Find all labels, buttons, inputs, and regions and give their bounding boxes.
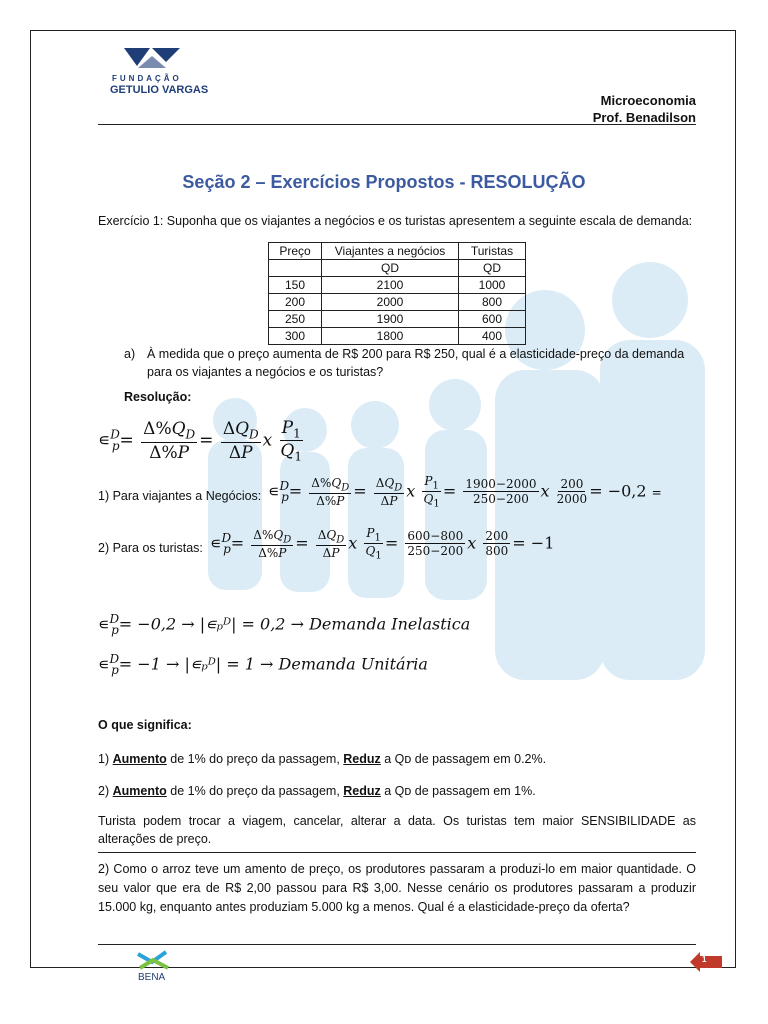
conclusion-2-text: = −1 → |∊ₚᴰ| = 1 → Demanda Unitária	[118, 654, 428, 674]
footer-divider	[98, 944, 696, 945]
fraction-denominator: 250−200	[473, 492, 529, 507]
table-subheader	[269, 260, 322, 277]
table-cell: 600	[459, 311, 526, 328]
fraction-numerator: 200	[560, 477, 584, 492]
conclusion-2: ∊$^D_p$= −1 → |∊ₚᴰ| = 1 → Demanda Unitária	[98, 652, 428, 677]
table-cell: 250	[269, 311, 322, 328]
meaning-2	[98, 782, 536, 800]
table-cell: 1000	[459, 277, 526, 294]
table-header: Viajantes a negócios	[322, 243, 459, 260]
meaning-1-reduz: Reduz	[343, 752, 381, 766]
exercise1-prompt: Exercício 1: Suponha que os viajantes a negócios e os turistas apresentem a seguinte escala de demanda:	[98, 214, 693, 228]
table-cell: 1800	[322, 328, 459, 345]
section-divider	[98, 852, 696, 853]
meaning-2-mid: de 1% do preço da passagem,	[166, 784, 344, 798]
table-row	[269, 294, 526, 311]
significa-label: O que significa:	[98, 718, 192, 732]
table-row	[269, 328, 526, 345]
table-row	[269, 311, 526, 328]
table-header: Turistas	[459, 243, 526, 260]
fraction-denominator: 2000	[556, 492, 588, 507]
bena-logo-icon	[136, 950, 170, 972]
line2-result: −1	[530, 533, 555, 553]
meaning-1-post: a Qᴅ de passagem em 0.2%.	[380, 752, 547, 766]
header-info	[593, 92, 696, 126]
page-number: 1	[702, 955, 707, 964]
fraction-numerator: 200	[485, 529, 509, 544]
conclusion-1: ∊$^D_p$= −0,2 → |∊ₚᴰ| = 0,2 → Demanda Inelastica	[98, 612, 471, 637]
meaning-2-aumento: Aumento	[112, 784, 167, 798]
table-subheader: QD	[459, 260, 526, 277]
meaning-2-post: a Qᴅ de passagem em 1%.	[380, 784, 536, 798]
question-a-text: À medida que o preço aumenta de R$ 200 para R$ 250, qual é a elasticidade-preço da demanda para os viajantes a negócios e os turistas?	[147, 347, 685, 379]
table-subheader-row	[269, 260, 526, 277]
line2-equation: ∊$^D_p$= $\frac{\Delta\%Q_D}{\Delta\%P}$ = $\frac{\Delta Q_D}{\Delta P}$ x $\frac{P_1}{Q_1}$ = $\frac{600-800}{250-200}$ x $\frac{200}{800}$ = −1	[210, 526, 555, 562]
course-name: Microeconomia	[600, 93, 696, 108]
bena-logo-text: BENA	[138, 972, 166, 983]
line1-result: −0,2	[607, 481, 647, 501]
table-cell: 200	[269, 294, 322, 311]
demand-table	[268, 242, 526, 345]
logo-line2: GETULIO VARGAS	[110, 84, 209, 96]
table-header-row	[269, 243, 526, 260]
page-title: Seção 2 – Exercícios Propostos - RESOLUÇÃO	[182, 172, 586, 192]
meaning-1	[98, 750, 546, 768]
logo-line1: FUNDAÇÃO	[112, 74, 182, 83]
exercise2-text: 2) Como o arroz teve um amento de preço, os produtores passaram a produzi-lo em maior quantidade. O seu valor que era de R$ 2,00 passou para R$ 3,00. Nesse cenário os produtores passaram a produzir 15.000 kg, enquanto antes produziam 5.000 kg a menos. Qual é a elasticidade-preço da oferta?	[98, 862, 696, 914]
turista-text: Turista podem trocar a viagem, cancelar, alterar a data. Os turistas tem maior SENSIBILIDADE as alterações de preço.	[98, 814, 696, 846]
professor-name: Prof. Benadilson	[592, 110, 696, 125]
fraction-denominator: 250−200	[407, 544, 464, 559]
conclusion-1-text: = −0,2 → |∊ₚᴰ| = 0,2 → Demanda Inelastica	[118, 614, 471, 634]
line1-equation: ∊$^D_p$= $\frac{\Delta\%Q_D}{\Delta\%P}$ = $\frac{\Delta Q_D}{\Delta P}$ x $\frac{P_1}{Q_1}$ = $\frac{1900-2000}{250-200}$ x $\frac{200}{2000}$ = −0,2 =	[268, 474, 662, 510]
meaning-1-aumento: Aumento	[112, 752, 167, 766]
table-subheader: QD	[322, 260, 459, 277]
fraction-numerator: 600−800	[407, 529, 464, 544]
table-cell: 2000	[322, 294, 459, 311]
table-cell: 800	[459, 294, 526, 311]
meaning-2-number: 2)	[98, 784, 113, 798]
header-divider	[98, 124, 696, 125]
line1-label: 1) Para viajantes a Negócios:	[98, 489, 262, 503]
fraction-denominator: 800	[485, 544, 509, 559]
fraction-numerator: 1900−2000	[465, 477, 537, 492]
table-cell: 150	[269, 277, 322, 294]
table-header: Preço	[269, 243, 322, 260]
question-a-marker: a)	[124, 347, 136, 361]
meaning-1-mid: de 1% do preço da passagem,	[166, 752, 344, 766]
table-cell: 400	[459, 328, 526, 345]
resolucao-label: Resolução:	[124, 390, 192, 404]
line2-label: 2) Para os turistas:	[98, 541, 203, 555]
elasticity-formula: ∊$^D_p$= $\frac{\Delta\%Q_D}{\Delta\%P}$ = $\frac{\Delta Q_D}{\Delta P}$ x $\frac{P_1}{Q_1}$	[98, 418, 302, 464]
table-cell: 2100	[322, 277, 459, 294]
table-row	[269, 277, 526, 294]
back-arrow-icon[interactable]	[690, 950, 724, 974]
meaning-1-number: 1)	[98, 752, 113, 766]
meaning-2-reduz: Reduz	[343, 784, 381, 798]
table-cell: 1900	[322, 311, 459, 328]
table-cell: 300	[269, 328, 322, 345]
fgv-logo-icon	[124, 48, 180, 70]
